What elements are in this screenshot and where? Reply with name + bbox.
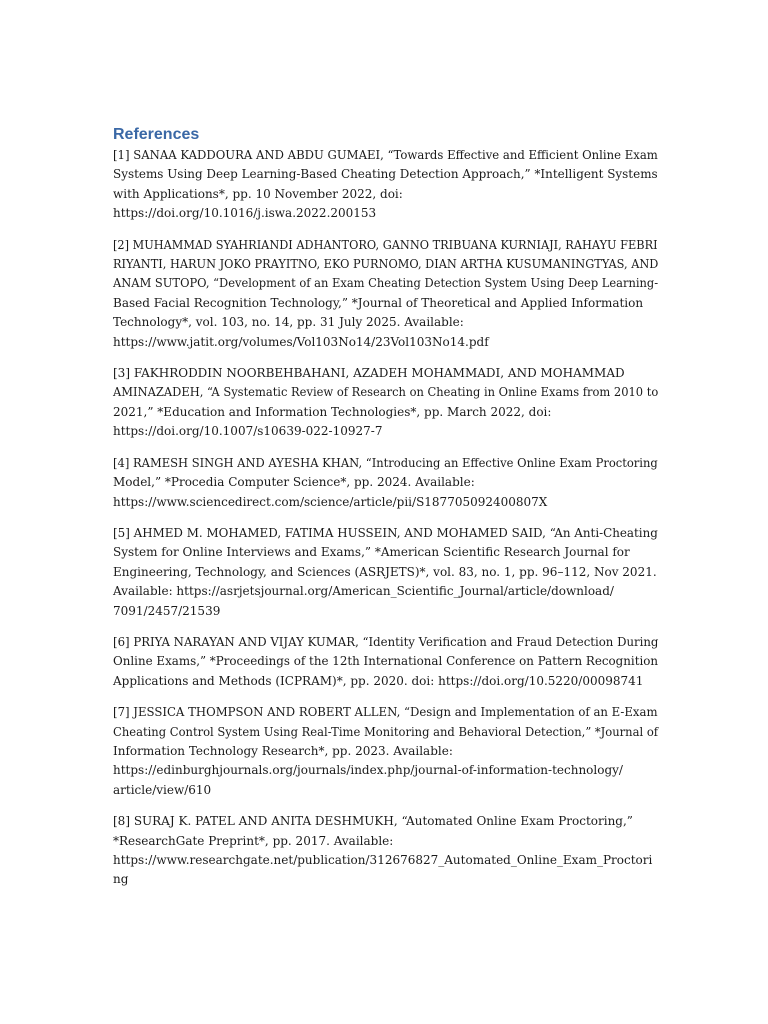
reference-line: 7091/2457/21539 bbox=[113, 603, 221, 618]
reference-line: [6] PRIYA NARAYAN AND VIJAY KUMAR, “Identity Verification and Fraud Detection During bbox=[113, 634, 659, 649]
reference-line: ng bbox=[113, 872, 129, 887]
references-heading: References bbox=[113, 126, 200, 143]
reference-line: 2021,” *Education and Information Technologies*, pp. March 2022, doi: bbox=[113, 404, 552, 419]
reference-line: https://www.jatit.org/volumes/Vol103No14/23Vol103No14.pdf bbox=[113, 334, 489, 349]
reference-line: Engineering, Technology, and Sciences (ASRJETS)*, vol. 83, no. 1, pp. 96–112, Nov 2021. bbox=[113, 564, 657, 579]
reference-line: [4] RAMESH SINGH AND AYESHA KHAN, “Introducing an Effective Online Exam Proctoring bbox=[113, 455, 658, 470]
reference-line: System for Online Interviews and Exams,” *American Scientific Research Journal for bbox=[113, 545, 630, 560]
reference-entry-8 bbox=[113, 812, 658, 890]
reference-line: [3] FAKHRODDIN NOORBEHBAHANI, AZADEH MOHAMMADI, AND MOHAMMAD bbox=[113, 366, 625, 381]
reference-line: Applications and Methods (ICPRAM)*, pp. 2020. doi: https://doi.org/10.5220/00098741 bbox=[113, 673, 644, 688]
reference-line: [1] SANAA KADDOURA AND ABDU GUMAEI, “Towards Effective and Efficient Online Exam bbox=[113, 148, 658, 162]
reference-line: Available: https://asrjetsjournal.org/American_Scientific_Journal/article/download/ bbox=[113, 584, 614, 599]
reference-line: Model,” *Procedia Computer Science*, pp. 2024. Available: bbox=[113, 475, 475, 490]
reference-line: RIYANTI, HARUN JOKO PRAYITNO, EKO PURNOMO, DIAN ARTHA KUSUMANINGTYAS, AND bbox=[113, 257, 659, 272]
reference-line: Online Exams,” *Proceedings of the 12th International Conference on Pattern Recognition bbox=[113, 654, 659, 669]
reference-line: ANAM SUTOPO, “Development of an Exam Cheating Detection System Using Deep Learning- bbox=[113, 276, 659, 291]
document-page bbox=[113, 124, 658, 890]
reference-line: [2] MUHAMMAD SYAHRIANDI ADHANTORO, GANNO TRIBUANA KURNIAJI, RAHAYU FEBRI bbox=[113, 237, 658, 252]
reference-line: AMINAZADEH, “A Systematic Review of Research on Cheating in Online Exams from 2010 to bbox=[113, 385, 659, 400]
reference-line: Based Facial Recognition Technology,” *Journal of Theoretical and Applied Information bbox=[113, 295, 644, 310]
reference-line: [7] JESSICA THOMPSON AND ROBERT ALLEN, “Design and Implementation of an E-Exam bbox=[113, 705, 658, 720]
reference-entry-4 bbox=[113, 454, 658, 512]
reference-line: https://www.sciencedirect.com/science/article/pii/S187705092400807X bbox=[113, 494, 548, 509]
reference-line: *ResearchGate Preprint*, pp. 2017. Available: bbox=[113, 833, 394, 848]
reference-entry-5 bbox=[113, 524, 658, 621]
reference-line: Information Technology Research*, pp. 2023. Available: bbox=[113, 743, 453, 758]
reference-line: https://doi.org/10.1016/j.iswa.2022.200153 bbox=[113, 206, 377, 221]
reference-line: article/view/610 bbox=[113, 782, 212, 797]
reference-entry-2 bbox=[113, 236, 658, 352]
reference-entry-7 bbox=[113, 703, 658, 800]
reference-line: https://edinburghjournals.org/journals/index.php/journal-of-information-technology/ bbox=[113, 763, 623, 778]
reference-line: [8] SURAJ K. PATEL AND ANITA DESHMUKH, “Automated Online Exam Proctoring,” bbox=[113, 814, 633, 829]
reference-entry-1 bbox=[113, 146, 658, 224]
reference-line: Technology*, vol. 103, no. 14, pp. 31 July 2025. Available: bbox=[113, 315, 464, 330]
reference-entry-6 bbox=[113, 633, 658, 691]
reference-line: with Applications*, pp. 10 November 2022, doi: bbox=[113, 186, 403, 201]
reference-line: Cheating Control System Using Real-Time Monitoring and Behavioral Detection,” *Journal of bbox=[113, 724, 659, 739]
reference-line: [5] AHMED M. MOHAMED, FATIMA HUSSEIN, AND MOHAMED SAID, “An Anti-Cheating bbox=[113, 525, 658, 540]
reference-line: https://www.researchgate.net/publication/312676827_Automated_Online_Exam_Proctori bbox=[113, 853, 653, 867]
reference-list bbox=[113, 146, 658, 890]
reference-line: https://doi.org/10.1007/s10639-022-10927-7 bbox=[113, 424, 383, 439]
reference-entry-3 bbox=[113, 364, 658, 442]
reference-line: Systems Using Deep Learning-Based Cheating Detection Approach,” *Intelligent Systems bbox=[113, 167, 658, 182]
